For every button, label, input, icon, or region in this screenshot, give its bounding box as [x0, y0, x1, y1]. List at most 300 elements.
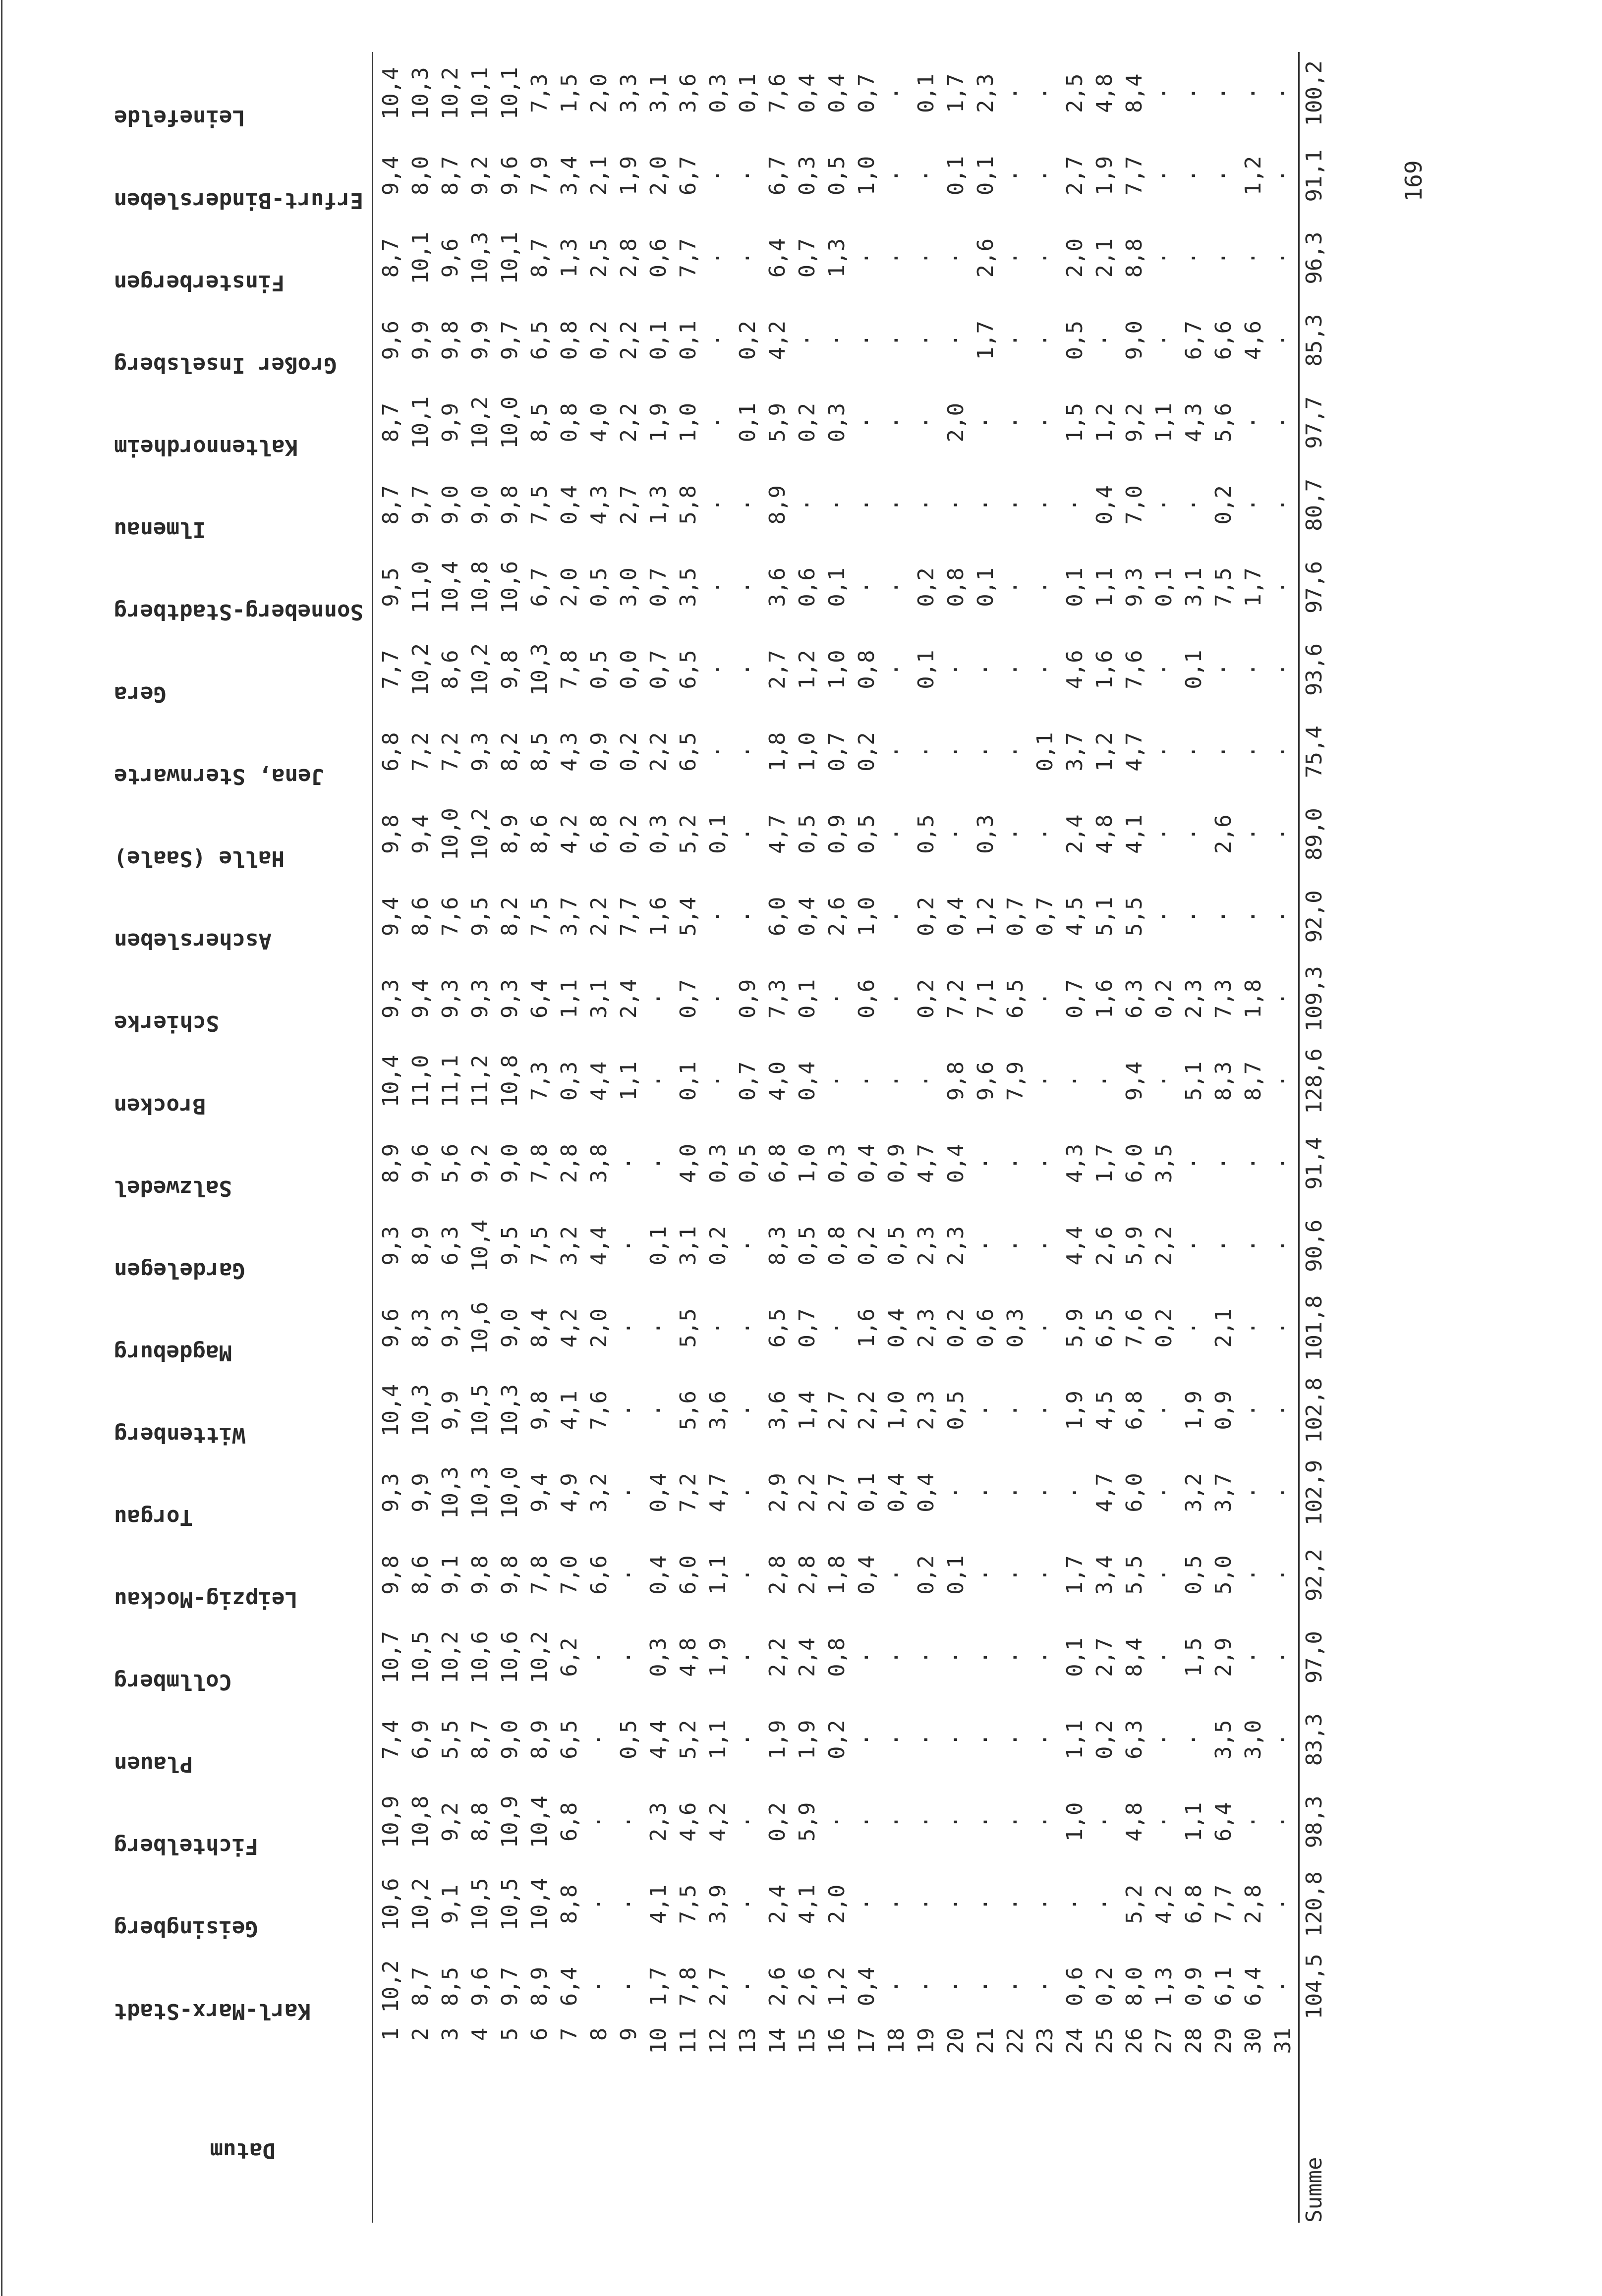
- sunshine-value: 2,2: [854, 1391, 879, 1430]
- station-values-cell: [376, 382, 525, 464]
- sunshine-value: 8,6: [527, 814, 552, 854]
- sunshine-value: 0,1: [824, 567, 850, 607]
- sunshine-value: 5,9: [1062, 1308, 1087, 1348]
- station-values-cell: [971, 875, 1120, 957]
- sunshine-value: 1,7: [1062, 1555, 1087, 1595]
- sum-value: 96,3: [1299, 217, 1330, 299]
- day-group-row: [376, 52, 525, 2223]
- sum-value: 80,7: [1299, 464, 1330, 546]
- sunshine-value: 1,1: [705, 1555, 731, 1595]
- station-name: Brocken: [114, 1093, 206, 1119]
- sunshine-value: 2,4: [1062, 814, 1087, 854]
- sunshine-value: 2,8: [1241, 1884, 1266, 1924]
- station-values-cell: [1120, 1781, 1268, 1863]
- sunshine-value: 10,6: [467, 1301, 493, 1354]
- sunshine-value: 7,7: [676, 238, 701, 278]
- sunshine-value: 0,9: [1181, 1966, 1206, 2007]
- sunshine-value: 6,4: [1211, 1802, 1236, 1842]
- sunshine-value: 4,8: [1092, 73, 1117, 113]
- sunshine-value: 5,9: [765, 403, 790, 443]
- sunshine-value: ·: [884, 86, 909, 100]
- sunshine-value: 0,4: [914, 1473, 939, 1512]
- sunshine-value: ·: [884, 1980, 909, 1993]
- station-values-cell: [822, 793, 971, 875]
- sunshine-value: 0,2: [586, 320, 612, 360]
- sunshine-value: ·: [1003, 580, 1028, 594]
- station-values-cell: [525, 1534, 674, 1616]
- sunshine-value: 9,4: [408, 814, 433, 854]
- sunshine-value: ·: [1270, 251, 1296, 265]
- sunshine-value: 6,5: [527, 320, 552, 360]
- station-values-cell: [674, 464, 822, 546]
- station-values-cell: [1268, 1452, 1299, 1534]
- station-column-header: [114, 546, 373, 628]
- station-name: Leinefelde: [114, 105, 245, 131]
- sunshine-value: 10,4: [527, 1795, 552, 1848]
- sunshine-value: 1,2: [1092, 732, 1117, 772]
- sunshine-value: 9,3: [378, 979, 403, 1019]
- sunshine-value: 0,2: [1092, 1966, 1117, 2007]
- sunshine-value: 8,5: [527, 732, 552, 772]
- sunshine-value: ·: [973, 1980, 998, 1993]
- sunshine-value: ·: [1003, 745, 1028, 759]
- station-values-cell: [1268, 1698, 1299, 1781]
- sunshine-value: ·: [914, 498, 939, 512]
- sunshine-value: 1,2: [824, 1966, 850, 2007]
- sunshine-value: 7,7: [616, 896, 641, 937]
- sunshine-value: ·: [1003, 827, 1028, 841]
- sunshine-value: 11,0: [408, 560, 433, 614]
- station-values-cell: [1268, 1287, 1299, 1369]
- sunshine-value: ·: [1062, 1898, 1087, 1911]
- sunshine-value: ·: [854, 251, 879, 265]
- sunshine-value: 7,0: [1122, 485, 1147, 525]
- sunshine-value: 8,5: [527, 403, 552, 443]
- station-values-cell: [1120, 711, 1268, 793]
- station-values-cell: [822, 299, 971, 382]
- station-values-cell: [971, 134, 1120, 217]
- sunshine-value: 2,1: [586, 156, 612, 196]
- sunshine-value: ·: [1092, 1074, 1117, 1088]
- sunshine-value: 0,5: [586, 567, 612, 607]
- sunshine-value: 0,8: [557, 403, 582, 443]
- sunshine-value: ·: [884, 169, 909, 182]
- sunshine-value: ·: [1270, 992, 1296, 1006]
- sunshine-value: 2,2: [646, 732, 671, 772]
- sunshine-value: 2,8: [557, 1143, 582, 1183]
- sum-value: 93,6: [1299, 628, 1330, 711]
- sunshine-value: ·: [1003, 1815, 1028, 1829]
- sunshine-value: 4,2: [557, 1308, 582, 1348]
- sunshine-value: ·: [1241, 86, 1266, 100]
- sunshine-value: ·: [1151, 1074, 1177, 1088]
- sunshine-value: ·: [1003, 169, 1028, 182]
- sunshine-value: 1,1: [1181, 1802, 1206, 1842]
- sunshine-value: 8,7: [1241, 1061, 1266, 1101]
- sunshine-value: 10,3: [438, 1466, 463, 1519]
- sunshine-value: 0,5: [795, 1226, 820, 1266]
- sunshine-value: 2,7: [765, 650, 790, 689]
- sunshine-value: 10,0: [497, 1466, 522, 1519]
- station-values-cell: [822, 382, 971, 464]
- sunshine-value: ·: [1211, 663, 1236, 676]
- sunshine-value: 10,1: [408, 396, 433, 449]
- sunshine-value: 6,5: [676, 732, 701, 772]
- sunshine-value: ·: [1270, 416, 1296, 430]
- sunshine-value: ·: [943, 1898, 969, 1911]
- station-values-cell: [1268, 52, 1299, 134]
- sunshine-value: ·: [1241, 1815, 1266, 1829]
- sunshine-value: 6,6: [1211, 320, 1236, 360]
- sunshine-value: ·: [1270, 334, 1296, 347]
- sunshine-value: 0,4: [795, 1061, 820, 1101]
- sunshine-value: 10,4: [378, 1055, 403, 1108]
- sunshine-value: ·: [735, 1980, 760, 1993]
- station-values-cell: [1268, 134, 1299, 217]
- station-values-cell: [376, 299, 525, 382]
- station-values-cell: [971, 628, 1120, 711]
- sunshine-value: ·: [973, 1815, 998, 1829]
- day-group-row: [674, 52, 822, 2223]
- day-number: 26: [1122, 2027, 1147, 2054]
- station-values-cell: [674, 1122, 822, 1205]
- sunshine-value: 9,0: [467, 485, 493, 525]
- sunshine-value: ·: [735, 827, 760, 841]
- sunshine-value: 8,8: [1122, 238, 1147, 278]
- sunshine-value: 7,8: [557, 650, 582, 689]
- sunshine-value: ·: [943, 498, 969, 512]
- sunshine-value: ·: [824, 1321, 850, 1335]
- sunshine-value: 3,5: [676, 567, 701, 607]
- sunshine-value: 6,8: [1181, 1884, 1206, 1924]
- sunshine-value: ·: [824, 1074, 850, 1088]
- station-name: Leipzig-Mockau: [114, 1587, 298, 1613]
- sunshine-value: ·: [1241, 1157, 1266, 1170]
- sunshine-value: ·: [1151, 334, 1177, 347]
- station-values-cell: [822, 1698, 971, 1781]
- sum-value: 120,8: [1299, 1863, 1330, 1945]
- sum-value: 128,6: [1299, 1040, 1330, 1122]
- page-number: 169: [1400, 160, 1427, 202]
- sunshine-value: 10,4: [378, 1384, 403, 1437]
- sunshine-value: ·: [1032, 992, 1058, 1006]
- sunshine-value: 10,6: [497, 560, 522, 614]
- sunshine-value: 4,7: [765, 814, 790, 854]
- sunshine-value: ·: [616, 1486, 641, 1500]
- station-values-cell: [525, 1863, 674, 1945]
- station-values-cell: [971, 1534, 1120, 1616]
- sunshine-value: 8,7: [408, 1966, 433, 2007]
- sunshine-value: 1,2: [795, 650, 820, 689]
- sunshine-value: 0,9: [586, 732, 612, 772]
- sunshine-value: 5,6: [676, 1391, 701, 1430]
- sunshine-value: ·: [1241, 1650, 1266, 1664]
- sunshine-value: ·: [943, 663, 969, 676]
- sunshine-value: 0,9: [735, 979, 760, 1019]
- sunshine-value: 6,8: [378, 732, 403, 772]
- station-values-cell: [822, 1369, 971, 1452]
- station-column-header: [114, 1369, 373, 1452]
- sunshine-value: 10,8: [497, 1055, 522, 1108]
- sunshine-value: 1,3: [646, 485, 671, 525]
- table-body: [373, 52, 1330, 2223]
- sunshine-value: 4,3: [557, 732, 582, 772]
- sunshine-value: 9,8: [527, 1391, 552, 1430]
- station-values-cell: [1268, 1863, 1299, 1945]
- sum-value: 92,0: [1299, 875, 1330, 957]
- sunshine-value: ·: [1241, 827, 1266, 841]
- sunshine-value: ·: [1003, 1733, 1028, 1746]
- day-number: 21: [973, 2027, 998, 2054]
- sunshine-value: ·: [1181, 1239, 1206, 1252]
- station-name: Geisingberg: [114, 1916, 259, 1942]
- sunshine-value: ·: [1092, 1815, 1117, 1829]
- sunshine-value: 1,2: [973, 896, 998, 937]
- sunshine-value: 0,7: [795, 1308, 820, 1348]
- sunshine-value: 10,8: [467, 560, 493, 614]
- sunshine-value: 0,3: [705, 73, 731, 113]
- sunshine-value: 4,1: [557, 1391, 582, 1430]
- station-values-cell: [525, 134, 674, 217]
- sunshine-value: 2,2: [795, 1473, 820, 1512]
- sunshine-value: 11,1: [438, 1055, 463, 1108]
- sunshine-value: ·: [1181, 251, 1206, 265]
- sunshine-value: ·: [854, 1898, 879, 1911]
- sunshine-duration-table: [114, 52, 1329, 2223]
- sunshine-value: 5,2: [676, 814, 701, 854]
- station-values-cell: [971, 546, 1120, 628]
- sunshine-value: ·: [973, 1486, 998, 1500]
- sunshine-value: ·: [1241, 910, 1266, 923]
- sunshine-value: ·: [1003, 663, 1028, 676]
- station-values-cell: [1268, 957, 1299, 1040]
- sunshine-value: ·: [735, 1650, 760, 1664]
- sunshine-value: ·: [973, 1157, 998, 1170]
- sunshine-value: ·: [735, 1815, 760, 1829]
- sunshine-value: 9,6: [973, 1061, 998, 1101]
- sunshine-value: ·: [735, 498, 760, 512]
- sunshine-value: 10,5: [408, 1631, 433, 1684]
- station-values-cell: [376, 546, 525, 628]
- sum-value: 90,6: [1299, 1205, 1330, 1287]
- sunshine-value: 10,3: [497, 1384, 522, 1437]
- sunshine-value: 2,3: [914, 1391, 939, 1430]
- date-header-label: Datum: [210, 2138, 276, 2163]
- sunshine-value: 4,2: [705, 1802, 731, 1842]
- station-values-cell: [822, 1616, 971, 1698]
- sunshine-value: ·: [1270, 1650, 1296, 1664]
- sunshine-value: 6,0: [1122, 1473, 1147, 1512]
- station-column-header: [114, 217, 373, 299]
- station-values-cell: [822, 217, 971, 299]
- sunshine-value: 8,8: [557, 1884, 582, 1924]
- sunshine-value: ·: [1003, 86, 1028, 100]
- sunshine-value: ·: [1003, 498, 1028, 512]
- station-values-cell: [1268, 711, 1299, 793]
- sunshine-value: 0,1: [735, 73, 760, 113]
- sunshine-value: ·: [914, 745, 939, 759]
- sunshine-value: 6,7: [1181, 320, 1206, 360]
- sunshine-value: ·: [1151, 827, 1177, 841]
- sunshine-value: ·: [914, 1733, 939, 1746]
- sunshine-value: 0,4: [884, 1308, 909, 1348]
- station-values-cell: [822, 711, 971, 793]
- sum-value: 85,3: [1299, 299, 1330, 382]
- sunshine-value: 9,2: [1122, 403, 1147, 443]
- sunshine-value: ·: [705, 169, 731, 182]
- sunshine-value: 9,0: [1122, 320, 1147, 360]
- station-column-header: [114, 1946, 373, 2028]
- sunshine-value: ·: [1003, 1157, 1028, 1170]
- sunshine-value: ·: [824, 1815, 850, 1829]
- station-values-cell: [376, 1040, 525, 1122]
- sunshine-value: 0,4: [646, 1555, 671, 1595]
- station-column-header: [114, 711, 373, 793]
- station-values-cell: [376, 1616, 525, 1698]
- sum-value: 97,7: [1299, 382, 1330, 464]
- sunshine-value: 5,5: [676, 1308, 701, 1348]
- sunshine-value: 4,1: [795, 1884, 820, 1924]
- sunshine-value: ·: [824, 992, 850, 1006]
- sunshine-value: 0,2: [824, 1720, 850, 1760]
- sunshine-value: 4,4: [646, 1720, 671, 1760]
- station-values-cell: [674, 711, 822, 793]
- sunshine-value: 1,1: [705, 1720, 731, 1760]
- station-values-cell: [525, 217, 674, 299]
- sunshine-value: 2,6: [795, 1966, 820, 2007]
- sunshine-value: 0,5: [586, 650, 612, 689]
- sunshine-value: ·: [1003, 1568, 1028, 1582]
- sunshine-value: 0,4: [557, 485, 582, 525]
- sunshine-value: 1,9: [616, 156, 641, 196]
- sunshine-value: ·: [1032, 663, 1058, 676]
- sunshine-value: 5,6: [1211, 403, 1236, 443]
- sunshine-value: 7,3: [1211, 979, 1236, 1019]
- sunshine-value: 2,5: [586, 238, 612, 278]
- sunshine-value: 1,1: [1062, 1720, 1087, 1760]
- sunshine-value: 6,3: [1122, 979, 1147, 1019]
- station-values-cell: [971, 1122, 1120, 1205]
- sunshine-value: ·: [1211, 251, 1236, 265]
- station-column-header: [114, 1287, 373, 1369]
- sunshine-value: 6,7: [676, 156, 701, 196]
- sunshine-value: 10,1: [467, 67, 493, 120]
- sunshine-value: ·: [646, 1321, 671, 1335]
- sunshine-value: ·: [795, 334, 820, 347]
- sunshine-value: ·: [1270, 1898, 1296, 1911]
- sunshine-value: 2,0: [586, 73, 612, 113]
- station-values-cell: [822, 52, 971, 134]
- station-values-cell: [674, 1287, 822, 1369]
- sunshine-value: ·: [735, 1321, 760, 1335]
- sunshine-value: 7,9: [527, 156, 552, 196]
- sunshine-value: ·: [1003, 251, 1028, 265]
- station-values-cell: [822, 1781, 971, 1863]
- sunshine-value: 7,2: [943, 979, 969, 1019]
- station-values-cell: [376, 217, 525, 299]
- station-values-cell: [1120, 1863, 1268, 1945]
- sunshine-value: ·: [705, 498, 731, 512]
- sunshine-value: 0,7: [1062, 979, 1087, 1019]
- station-values-cell: [822, 546, 971, 628]
- sunshine-value: 8,2: [497, 732, 522, 772]
- sunshine-value: ·: [854, 334, 879, 347]
- day-number: 25: [1092, 2027, 1117, 2054]
- station-values-cell: [376, 1122, 525, 1205]
- sunshine-value: 9,8: [378, 814, 403, 854]
- sunshine-value: 8,9: [497, 814, 522, 854]
- sunshine-value: ·: [735, 1239, 760, 1252]
- station-values-cell: [376, 52, 525, 134]
- sunshine-value: ·: [735, 251, 760, 265]
- sunshine-value: ·: [1151, 1815, 1177, 1829]
- sunshine-value: 1,9: [1092, 156, 1117, 196]
- sunshine-value: ·: [914, 334, 939, 347]
- sunshine-value: 9,0: [438, 485, 463, 525]
- sunshine-value: ·: [973, 1650, 998, 1664]
- sunshine-value: 5,2: [676, 1720, 701, 1760]
- sunshine-value: 8,3: [765, 1226, 790, 1266]
- sunshine-value: 7,8: [527, 1143, 552, 1183]
- station-values-cell: [971, 1863, 1120, 1945]
- sunshine-value: 3,1: [676, 1226, 701, 1266]
- sunshine-value: 0,2: [616, 732, 641, 772]
- sunshine-value: 6,5: [557, 1720, 582, 1760]
- sunshine-value: 8,3: [408, 1308, 433, 1348]
- sunshine-value: ·: [1032, 1898, 1058, 1911]
- sunshine-value: 0,3: [646, 1637, 671, 1677]
- sunshine-value: ·: [943, 1980, 969, 1993]
- sunshine-value: 0,1: [646, 320, 671, 360]
- sunshine-value: 10,0: [497, 396, 522, 449]
- station-values-cell: [525, 382, 674, 464]
- sunshine-value: 10,2: [467, 808, 493, 861]
- sunshine-value: 9,4: [1122, 1061, 1147, 1101]
- station-values-cell: [971, 1205, 1120, 1287]
- sunshine-value: 3,0: [616, 567, 641, 607]
- sunshine-value: ·: [1151, 169, 1177, 182]
- day-number: 16: [824, 2027, 850, 2054]
- sunshine-value: 0,2: [735, 320, 760, 360]
- sunshine-value: 1,0: [824, 650, 850, 689]
- sunshine-value: 9,6: [467, 1966, 493, 2007]
- sunshine-value: 10,3: [408, 67, 433, 120]
- sunshine-value: 6,8: [586, 814, 612, 854]
- station-values-cell: [822, 957, 971, 1040]
- sunshine-value: ·: [735, 745, 760, 759]
- sunshine-value: 1,6: [1092, 979, 1117, 1019]
- sunshine-value: 1,0: [1062, 1802, 1087, 1842]
- sunshine-value: ·: [1241, 251, 1266, 265]
- sunshine-value: 9,5: [467, 896, 493, 937]
- sunshine-value: 0,1: [943, 156, 969, 196]
- station-values-cell: [376, 957, 525, 1040]
- sunshine-value: ·: [1270, 498, 1296, 512]
- sunshine-value: ·: [1062, 1074, 1087, 1088]
- sunshine-value: 2,5: [1062, 73, 1087, 113]
- sunshine-value: 1,9: [1062, 1391, 1087, 1430]
- station-values-cell: [971, 1616, 1120, 1698]
- sunshine-value: 1,5: [557, 73, 582, 113]
- sunshine-value: ·: [735, 1733, 760, 1746]
- sunshine-value: 7,2: [408, 732, 433, 772]
- sunshine-value: 11,2: [467, 1055, 493, 1108]
- station-values-cell: [525, 1040, 674, 1122]
- station-values-cell: [971, 1452, 1120, 1534]
- station-values-cell: [376, 134, 525, 217]
- sunshine-value: 2,9: [1211, 1637, 1236, 1677]
- station-values-cell: [525, 628, 674, 711]
